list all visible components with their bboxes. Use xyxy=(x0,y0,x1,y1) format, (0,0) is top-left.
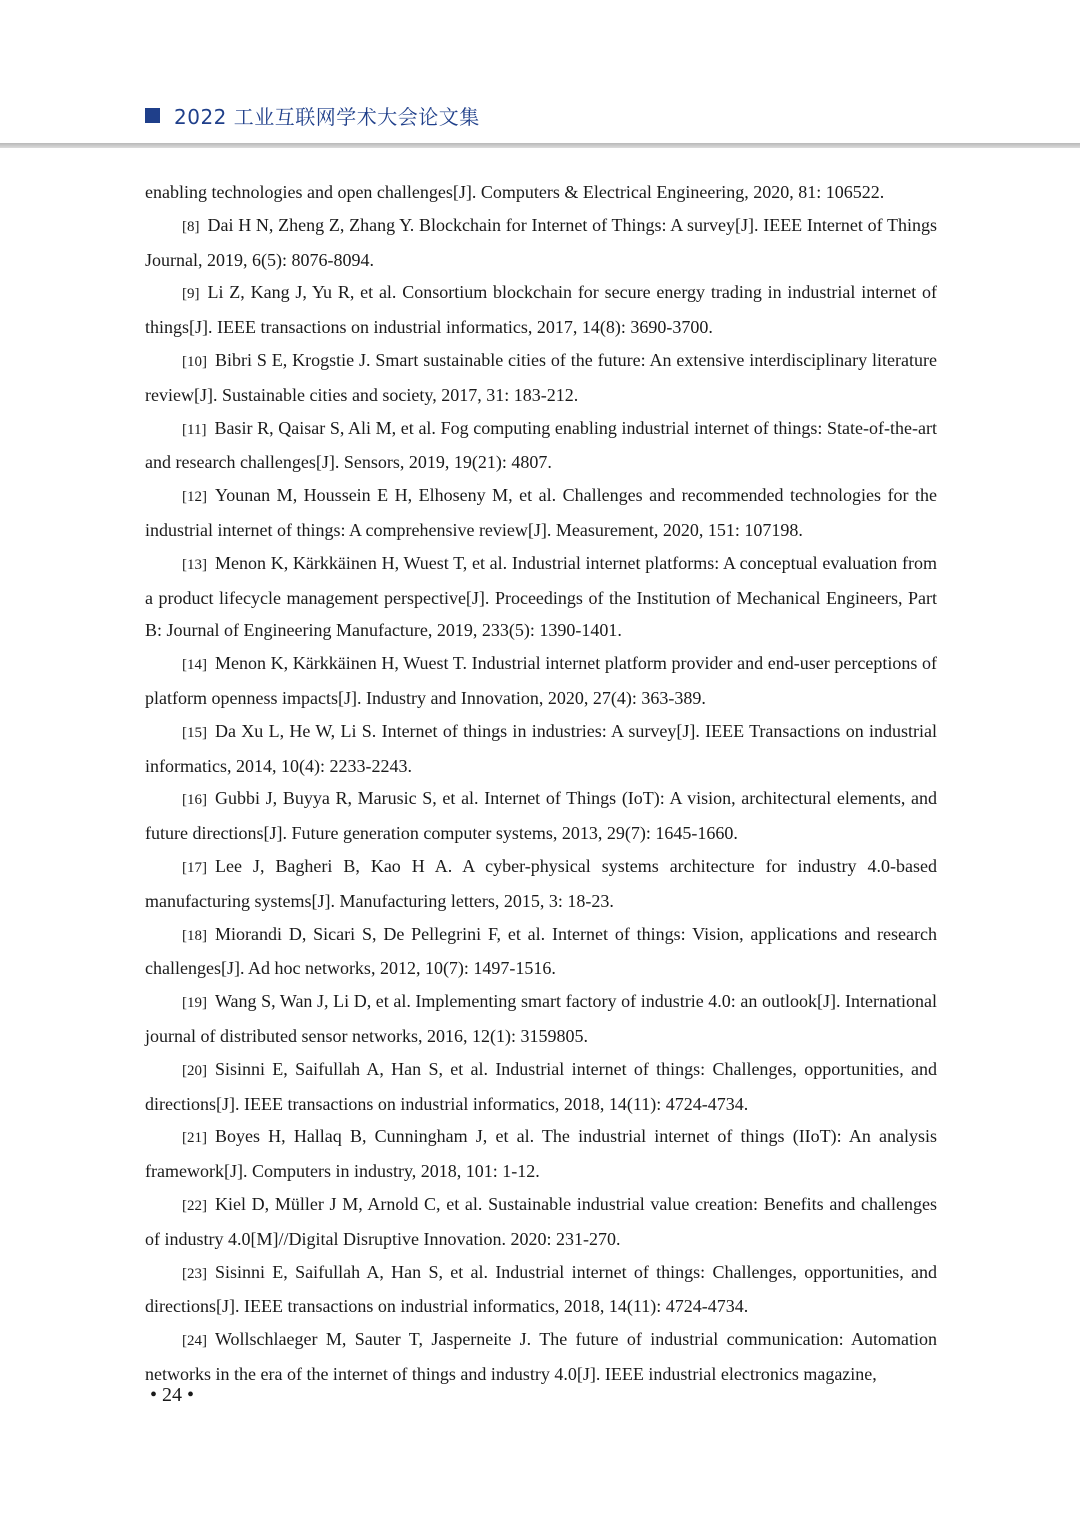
header-title: 2022 工业互联网学术大会论文集 xyxy=(174,104,480,129)
reference-text: Lee J, Bagheri B, Kao H A. A cyber-physical systems architecture for industry 4.0-based manufacturing systems[J]. Manufacturing letters, 2015, 3: 18-23. xyxy=(145,855,937,911)
reference-item xyxy=(145,1323,937,1391)
header-square-icon xyxy=(145,108,160,123)
reference-item xyxy=(145,547,937,647)
reference-text: Sisinni E, Saifullah A, Han S, et al. Industrial internet of things: Challenges, opportunities, and directions[J]. IEEE transactions on industrial informatics, 2018, 14(11): 4724-4734. xyxy=(145,1058,937,1114)
reference-number: [17] xyxy=(182,859,207,876)
reference-item xyxy=(145,1120,937,1188)
reference-text: Gubbi J, Buyya R, Marusic S, et al. Internet of Things (IoT): A vision, architectural elements, and future directions[J]. Future generation computer systems, 2013, 29(7): 1645-1660. xyxy=(145,788,937,844)
reference-text: Menon K, Kärkkäinen H, Wuest T. Industrial internet platform provider and end-user perceptions of platform openness impacts[J]. Industry and Innovation, 2020, 27(4): 363-389. xyxy=(145,653,937,708)
reference-item xyxy=(145,985,937,1053)
reference-text: Wang S, Wan J, Li D, et al. Implementing smart factory of industrie 4.0: an outlook[J]. International journal of distributed sensor networks, 2016, 12(1): 3159805. xyxy=(145,991,937,1046)
reference-item xyxy=(145,209,937,277)
reference-number: [8] xyxy=(182,218,200,235)
reference-text: Dai H N, Zheng Z, Zhang Y. Blockchain for Internet of Things: A survey[J]. IEEE Internet of Things Journal, 2019, 6(5): 8076-8094. xyxy=(145,214,937,270)
reference-number: [24] xyxy=(182,1333,207,1350)
reference-number: [14] xyxy=(182,657,207,674)
reference-number: [21] xyxy=(182,1130,207,1147)
reference-number: [22] xyxy=(182,1197,207,1214)
reference-number: [16] xyxy=(182,792,207,809)
reference-text: Boyes H, Hallaq B, Cunningham J, et al. The industrial internet of things (IIoT): An analysis framework[J]. Computers in industry, 2018, 101: 1-12. xyxy=(145,1126,937,1182)
reference-text: Miorandi D, Sicari S, De Pellegrini F, et al. Internet of things: Vision, applications and research challenges[J]. Ad hoc networks, 2012, 10(7): 1497-1516. xyxy=(145,923,937,979)
reference-text: Basir R, Qaisar S, Ali M, et al. Fog computing enabling industrial internet of things: State-of-the-art and research challenges[J]. Sensors, 2019, 19(21): 4807. xyxy=(145,417,937,473)
reference-text: Sisinni E, Saifullah A, Han S, et al. Industrial internet of things: Challenges, opportunities, and directions[J]. IEEE transactions on industrial informatics, 2018, 14(11): 4724-4734. xyxy=(145,1261,937,1317)
reference-number: [10] xyxy=(182,353,207,370)
page-number: • 24 • xyxy=(150,1384,195,1406)
reference-item xyxy=(145,344,937,412)
reference-text: Kiel D, Müller J M, Arnold C, et al. Sustainable industrial value creation: Benefits and challenges of industry 4.0[M]//Digital Disruptive Innovation. 2020: 231-270. xyxy=(145,1193,937,1249)
reference-item xyxy=(145,782,937,850)
reference-text: Menon K, Kärkkäinen H, Wuest T, et al. Industrial internet platforms: A conceptual evaluation from a product lifecycle management perspective[J]. Proceedings of the Institution of Mechanical Engineers, Part B: Journal of Engineering Manufacture, 2019, 233(5): 1390-1401. xyxy=(145,552,937,641)
reference-number: [19] xyxy=(182,995,207,1012)
header-rule xyxy=(0,143,1080,148)
reference-list xyxy=(145,176,937,1391)
reference-number: [20] xyxy=(182,1062,207,1079)
reference-item xyxy=(145,176,937,209)
reference-number: [13] xyxy=(182,556,207,573)
reference-text: Bibri S E, Krogstie J. Smart sustainable cities of the future: An extensive interdisciplinary literature review[J]. Sustainable cities and society, 2017, 31: 183-212. xyxy=(145,349,937,405)
running-header xyxy=(145,98,480,132)
reference-text: Younan M, Houssein E H, Elhoseny M, et al. Challenges and recommended technologies for the industrial internet of things: A comprehensive review[J]. Measurement, 2020, 151: 107198. xyxy=(145,485,937,540)
reference-item xyxy=(145,1188,937,1256)
reference-item xyxy=(145,479,937,547)
reference-number: [23] xyxy=(182,1265,207,1282)
reference-number: [18] xyxy=(182,927,207,944)
reference-number: [9] xyxy=(182,286,200,303)
reference-item xyxy=(145,276,937,344)
reference-text: enabling technologies and open challenges[J]. Computers & Electrical Engineering, 2020, 81: 106522. xyxy=(145,182,885,202)
reference-item xyxy=(145,1053,937,1121)
reference-text: Da Xu L, He W, Li S. Internet of things in industries: A survey[J]. IEEE Transactions on industrial informatics, 2014, 10(4): 2233-2243. xyxy=(145,720,937,776)
reference-text: Wollschlaeger M, Sauter T, Jasperneite J. The future of industrial communication: Automation networks in the era of the internet of things and industry 4.0[J]. IEEE industrial electronics magazine, xyxy=(145,1329,937,1384)
reference-item xyxy=(145,850,937,918)
reference-item xyxy=(145,647,937,715)
reference-number: [11] xyxy=(182,421,207,438)
reference-number: [15] xyxy=(182,724,207,741)
reference-number: [12] xyxy=(182,489,207,506)
reference-item xyxy=(145,715,937,783)
reference-item xyxy=(145,918,937,986)
reference-item xyxy=(145,412,937,480)
reference-item xyxy=(145,1256,937,1324)
reference-text: Li Z, Kang J, Yu R, et al. Consortium blockchain for secure energy trading in industrial internet of things[J]. IEEE transactions on industrial informatics, 2017, 14(8): 3690-3700. xyxy=(145,282,937,338)
